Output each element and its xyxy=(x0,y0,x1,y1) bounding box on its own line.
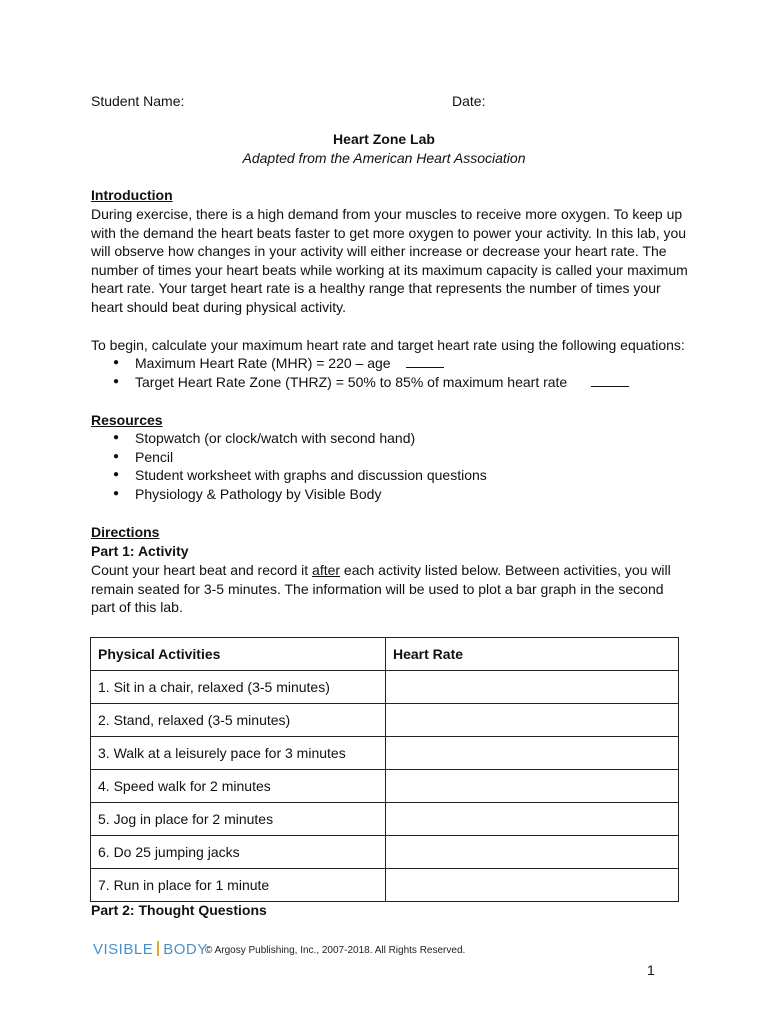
list-item xyxy=(113,354,629,373)
student-name-label: Student Name: xyxy=(91,93,185,109)
list-item: ● Stopwatch (or clock/watch with second hand) xyxy=(113,429,487,448)
thrz-blank-line xyxy=(591,374,629,387)
table-row xyxy=(91,869,679,902)
list-item: ● Physiology & Pathology by Visible Body xyxy=(113,485,487,504)
introduction-heading: Introduction xyxy=(91,187,173,203)
activity-cell: 7. Run in place for 1 minute xyxy=(91,869,386,902)
table-row xyxy=(91,836,679,869)
activity-cell: 2. Stand, relaxed (3-5 minutes) xyxy=(91,704,386,737)
mhr-blank-line xyxy=(406,355,444,368)
part1-text-after: each activity listed below. Between activities, you will remain seated for 3-5 minutes. The information will be used to plot a bar graph in the second part of this lab. xyxy=(91,562,671,616)
part1-heading: Part 1: Activity xyxy=(91,543,189,559)
logo-text-left: VISIBLE xyxy=(93,941,154,958)
equation-thrz: Target Heart Rate Zone (THRZ) = 50% to 85% of maximum heart rate xyxy=(135,373,568,390)
resources-list xyxy=(113,429,487,503)
resources-heading: Resources xyxy=(91,412,163,428)
equation-mhr: Maximum Heart Rate (MHR) = 220 – age xyxy=(135,355,391,371)
activity-cell: 6. Do 25 jumping jacks xyxy=(91,836,386,869)
column-header-heart-rate: Heart Rate xyxy=(386,638,679,671)
page-subtitle: Adapted from the American Heart Association xyxy=(242,150,526,166)
logo-text-right: BODY xyxy=(163,941,208,958)
heart-rate-cell[interactable] xyxy=(386,836,679,869)
table-row xyxy=(91,704,679,737)
list-item xyxy=(113,373,629,392)
page-number: 1 xyxy=(647,962,655,978)
activity-cell: 4. Speed walk for 2 minutes xyxy=(91,770,386,803)
list-item: ● Pencil xyxy=(113,448,487,467)
list-item: ● Student worksheet with graphs and discussion questions xyxy=(113,466,487,485)
activity-cell: 1. Sit in a chair, relaxed (3-5 minutes) xyxy=(91,671,386,704)
heart-rate-table xyxy=(90,637,679,902)
table-row xyxy=(91,671,679,704)
page-title: Heart Zone Lab xyxy=(333,131,435,147)
heart-rate-cell[interactable] xyxy=(386,770,679,803)
visible-body-logo xyxy=(93,941,208,958)
heart-rate-cell[interactable] xyxy=(386,803,679,836)
activity-cell: 3. Walk at a leisurely pace for 3 minutes xyxy=(91,737,386,770)
date-label: Date: xyxy=(452,93,486,109)
heart-rate-cell[interactable] xyxy=(386,869,679,902)
equations-list xyxy=(113,354,629,391)
introduction-paragraph: During exercise, there is a high demand from your muscles to receive more oxygen. To keep up with the demand the heart beats faster to get more oxygen to power your activity. In this lab, you will observe how changes in your activity will either increase or decrease your heart rate. The number of times your heart beats while working at its maximum capacity is called your maximum heart rate. Your target heart rate is a healthy range that represents the number of times your heart should beat during physical activity. xyxy=(91,206,688,315)
table-row xyxy=(91,770,679,803)
directions-heading: Directions xyxy=(91,524,160,540)
table-row xyxy=(91,737,679,770)
part1-paragraph xyxy=(91,561,691,617)
heart-rate-cell[interactable] xyxy=(386,737,679,770)
activity-cell: 5. Jog in place for 2 minutes xyxy=(91,803,386,836)
table-row xyxy=(91,803,679,836)
part2-heading: Part 2: Thought Questions xyxy=(91,902,267,918)
part1-text-underlined: after xyxy=(312,562,341,578)
table-header-row xyxy=(91,638,679,671)
heart-rate-cell[interactable] xyxy=(386,671,679,704)
copyright-text: © Argosy Publishing, Inc., 2007-2018. All Rights Reserved. xyxy=(205,945,466,956)
part1-text-before: Count your heart beat and record it xyxy=(91,562,313,578)
heart-rate-cell[interactable] xyxy=(386,704,679,737)
column-header-activities: Physical Activities xyxy=(91,638,386,671)
equations-intro: To begin, calculate your maximum heart rate and target heart rate using the following equations: xyxy=(91,337,685,353)
logo-divider xyxy=(157,941,159,956)
